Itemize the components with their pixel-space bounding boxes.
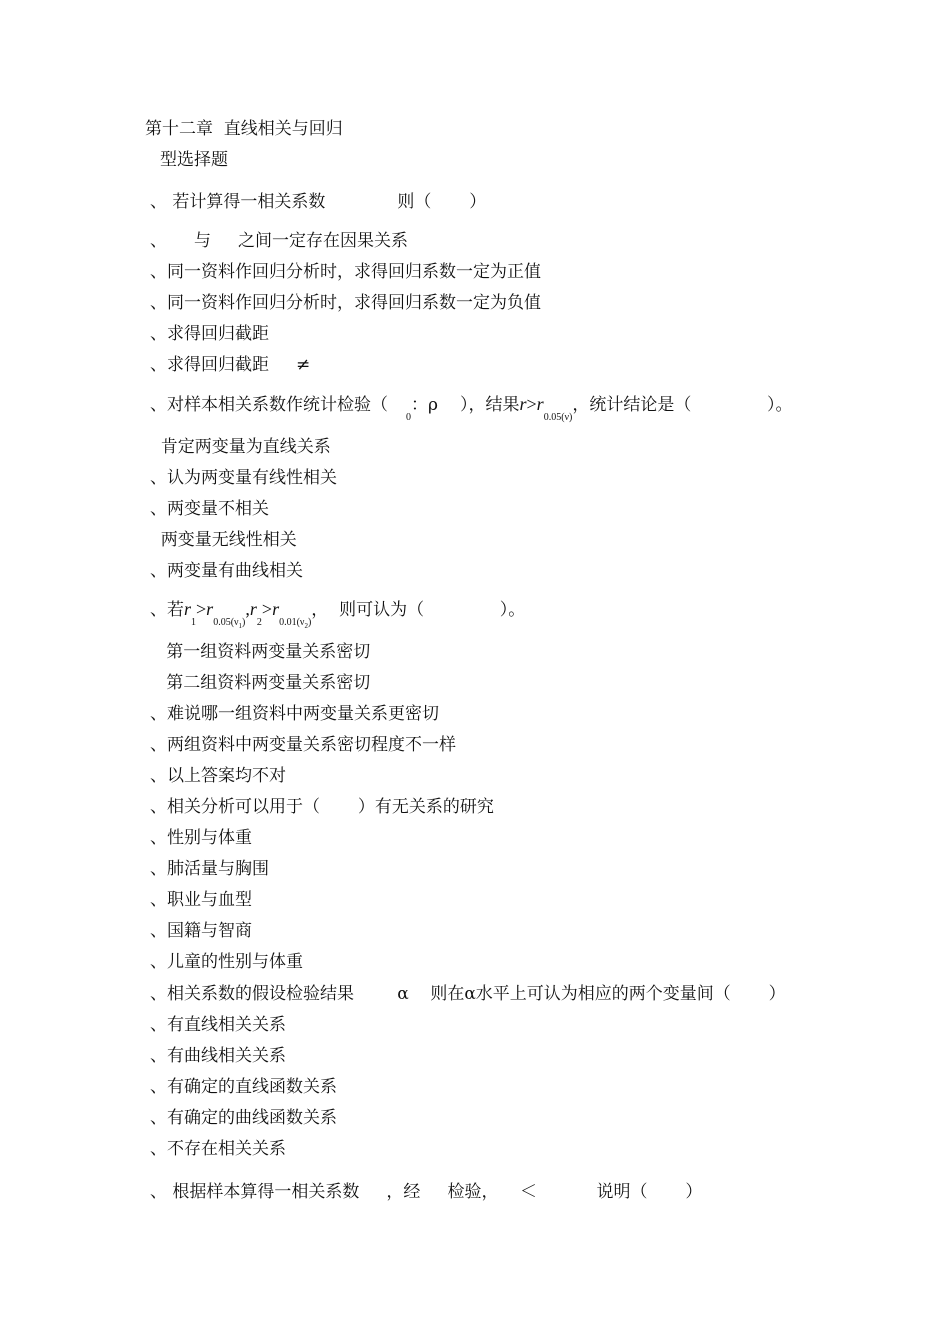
q3-option-d: 、两组资料中两变量关系密切程度不一样 — [150, 735, 456, 755]
q5-option — [150, 1014, 286, 1036]
q4-option-e: 、儿童的性别与体重 — [150, 952, 303, 972]
q2-r-symbol: r — [519, 394, 527, 414]
q3-r1-subscript: 1 — [191, 617, 197, 628]
question-1-stem — [150, 191, 486, 213]
q2-option — [150, 560, 303, 582]
q2-option — [150, 498, 269, 520]
q3-option-e: 、以上答案均不对 — [150, 766, 286, 786]
q3-option-b: 第二组资料两变量关系密切 — [150, 673, 371, 693]
chapter-title-text: 第十二章 直线相关与回归 — [145, 119, 343, 139]
q5-option-c: 、有确定的直线函数关系 — [150, 1077, 337, 1097]
q2-option-a: 肯定两变量为直线关系 — [150, 437, 331, 457]
q2-h0-subscript: 0 — [406, 412, 411, 423]
q3-critical-2-nu-sub: 2 — [304, 622, 308, 630]
q1-option-a: 、 与 之间一定存在因果关系 — [150, 231, 409, 251]
question-5-stem — [150, 983, 786, 1005]
q4-option — [150, 951, 303, 973]
question-4-stem — [150, 796, 494, 818]
q3-option — [150, 641, 370, 663]
q1-stem-part-b: 则（ ） — [397, 192, 487, 212]
q2-option — [150, 467, 337, 489]
q3-option-a: 第一组资料两变量关系密切 — [150, 642, 371, 662]
q3-critical-2-text: 0.01(ν — [279, 617, 305, 628]
q2-r-critical: r — [536, 394, 544, 414]
q3-critical-2-subscript — [279, 618, 311, 628]
q1-option-e: 、求得回归截距 ≠ — [150, 355, 311, 375]
q3-option — [150, 734, 456, 756]
q5-option-a: 、有直线相关关系 — [150, 1015, 286, 1035]
q3-option-c: 、难说哪一组资料中两变量关系更密切 — [150, 704, 439, 724]
q4-option — [150, 889, 252, 911]
q1-option-c: 、同一资料作回归分析时，求得回归系数一定为负值 — [150, 293, 541, 313]
q3-r2-symbol: r — [249, 599, 257, 619]
q3-stem-part-a: 、若 — [150, 600, 184, 620]
q4-stem-text: 、相关分析可以用于（ ）有无关系的研究 — [150, 797, 494, 817]
q1-option — [150, 323, 269, 345]
q2-stem-part-c: ，统计结论是（ ）。 — [572, 395, 793, 415]
q3-critical-1-text: 0.05(ν — [213, 617, 239, 628]
q5-option-e: 、不存在相关关系 — [150, 1139, 286, 1159]
q5-option-d: 、有确定的曲线函数关系 — [150, 1108, 337, 1128]
q5-option-b: 、有曲线相关关系 — [150, 1046, 286, 1066]
q4-option — [150, 858, 269, 880]
q1-option — [150, 292, 541, 314]
q3-critical-1-subscript — [213, 618, 245, 628]
q5-option — [150, 1138, 286, 1160]
q1-option-d: 、求得回归截距 — [150, 324, 269, 344]
question-2-stem — [150, 393, 793, 423]
q3-r1-symbol: r — [184, 599, 192, 619]
q5-option — [150, 1107, 337, 1129]
q3-option — [150, 672, 370, 694]
q2-critical-subscript: 0.05(ν) — [543, 412, 573, 423]
q3-option — [150, 765, 286, 787]
q4-option-b: 、肺活量与胸围 — [150, 859, 269, 879]
q3-gt-symbol-2: > — [261, 599, 273, 619]
q1-stem-part-a: 、 若计算得一相关系数 — [150, 192, 326, 212]
q5-option — [150, 1045, 286, 1067]
q5-option — [150, 1076, 337, 1098]
q3-stem-part-b: ， 则可认为（ ）。 — [311, 600, 526, 620]
q2-h0-rho: ：ρ — [411, 395, 438, 415]
q2-gt-symbol: > — [526, 394, 537, 414]
q3-gt-symbol-1: > — [196, 599, 207, 619]
q3-critical-2-close: ) — [307, 617, 312, 628]
q2-option-d: 两变量无线性相关 — [150, 530, 297, 550]
q4-option-c: 、职业与血型 — [150, 890, 252, 910]
q3-r2-subscript: 2 — [256, 617, 262, 628]
q4-option-d: 、国籍与智商 — [150, 921, 252, 941]
q2-option-e: 、两变量有曲线相关 — [150, 561, 303, 581]
q3-critical-1-close: ) — [242, 617, 246, 628]
q3-critical-1-nu-sub: 1 — [238, 622, 243, 630]
q3-r-critical-1: r — [206, 599, 214, 619]
q3-option — [150, 703, 439, 725]
q2-option — [150, 529, 297, 551]
section-heading-text: 型选择题 — [160, 150, 228, 170]
q4-option — [150, 920, 252, 942]
q1-option-b: 、同一资料作回归分析时，求得回归系数一定为正值 — [150, 262, 541, 282]
q4-option — [150, 827, 252, 849]
q2-option-c: 、两变量不相关 — [150, 499, 269, 519]
q2-stem-part-b: ），结果 — [460, 395, 520, 415]
q2-option — [150, 436, 331, 458]
chapter-title — [145, 118, 343, 140]
q3-r-critical-2: r — [272, 599, 280, 619]
q4-option-a: 、性别与体重 — [150, 828, 252, 848]
q2-stem-part-a: 、对样本相关系数作统计检验（ — [150, 395, 388, 415]
q1-option — [150, 261, 541, 283]
q1-option — [150, 230, 408, 252]
section-heading — [160, 149, 228, 171]
q6-stem-text: 、 根据样本算得一相关系数 ，经 检验， ＜ 说明（ ） — [150, 1182, 703, 1202]
q2-option-b: 、认为两变量有线性相关 — [150, 468, 337, 488]
question-6-stem — [150, 1181, 702, 1203]
q1-option — [150, 354, 310, 376]
q5-stem-text: 、相关系数的假设检验结果 α 则在α水平上可认为相应的两个变量间（ ） — [150, 984, 786, 1004]
q3-comma: , — [245, 599, 250, 619]
